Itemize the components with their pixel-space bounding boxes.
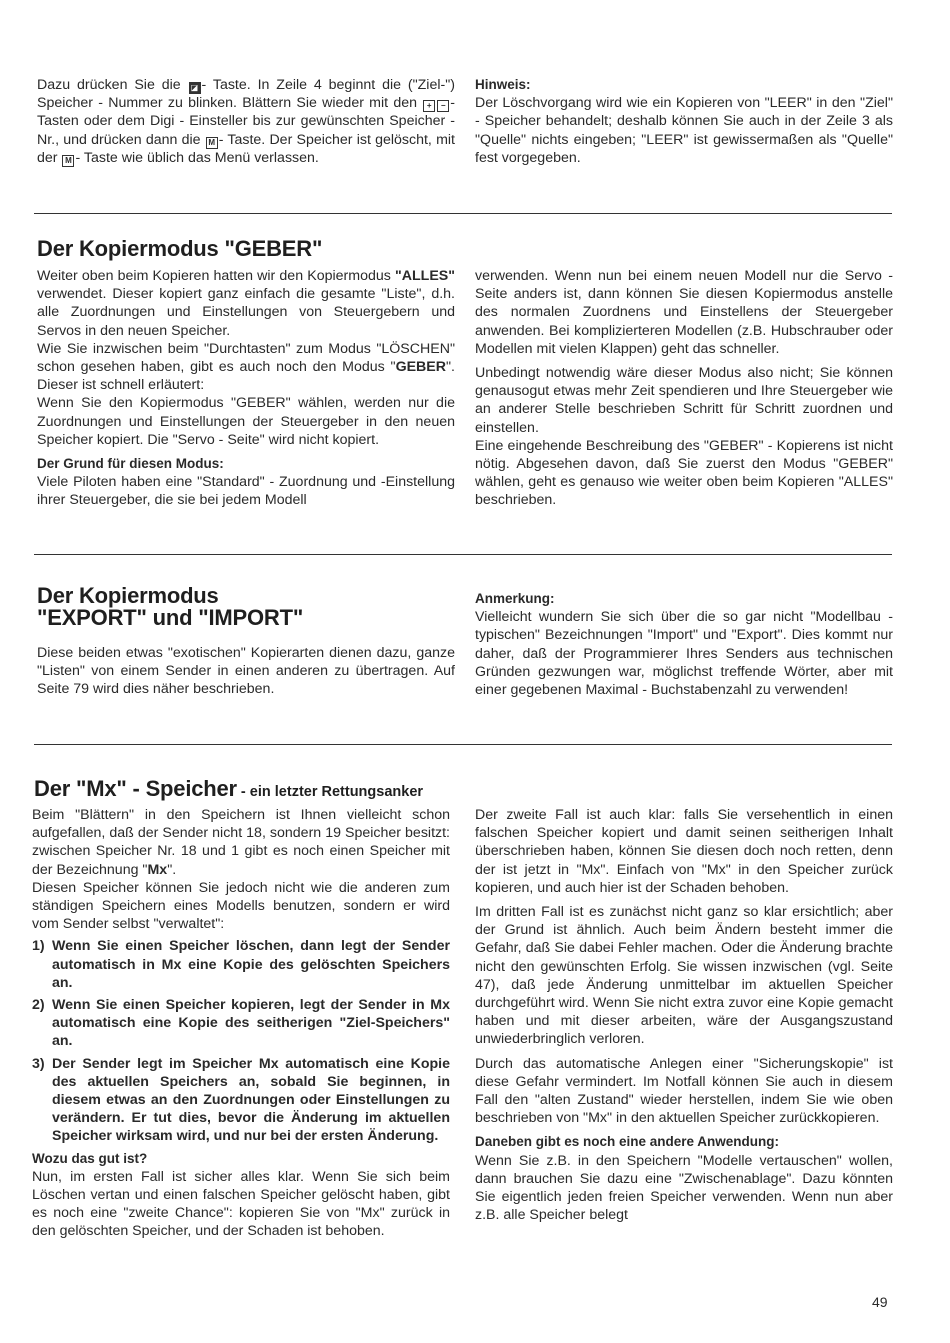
paragraph: verwenden. Wenn nun bei einem neuen Modell nur die Servo - Seite anders ist, dann können Sie diesen Kopiermodus anstelle des normalen Zuordnens und Einstellens der Steuergeber anwenden. Bei komplizierteren Modellen (z.B. Hubschrauber oder Modellen mit vielen Klappen) geht das schneller. — [475, 268, 893, 357]
paragraph: Durch das automatische Anlegen einer "Sicherungskopie" ist diese Gefahr vermindert. Im Notfall können Sie auch in diesem Fall den "alten Zustand" wieder herstellen, indem Sie wie oben beschrieben von "Mx" in den aktuellen Speicher zurückkopieren. — [475, 1055, 893, 1127]
paragraph: Diese beiden etwas "exotischen" Kopierarten dienen dazu, ganze "Listen" von einem Sender in einen anderen zu übertragen. Auf Seite 79 wird dies näher beschrieben. — [37, 645, 455, 698]
paragraph: Unbedingt notwendig wäre dieser Modus also nicht; Sie können genausogut etwas mehr Zeit spendieren und Ihre Steuergeber wie an anderer Stelle beschrieben Schritt für Schritt zuordnen und einstellen. — [475, 365, 893, 436]
section1-left-column — [37, 76, 455, 167]
paragraph: Der zweite Fall ist auch klar: falls Sie versehentlich in einen falschen Speicher kopiert und damit seinen seitherigen Inhalt überschrieben haben, können Sie diesen doch noch retten, denn der ist jetzt in "Mx". Einfach von "Mx" in den Speicher zurück kopieren, und auch hier ist der Schaden behoben. — [475, 807, 893, 896]
section4-right-column — [475, 806, 893, 1224]
paragraph: Beim "Blättern" in den Speichern ist Ihnen vielleicht schon aufgefallen, daß der Sender nicht 18, sondern 19 Speicher besitzt: zwischen Speicher Nr. 18 und 1 gibt es noch einen Speicher mit der Bezeichnung "Mx". — [32, 807, 450, 878]
paragraph: Wenn Sie den Kopiermodus "GEBER" wählen, werden nur die Zuordnungen und Einstellungen der Steuergeber in den neuen Speicher kopiert. Die "Servo - Seite" wird nicht kopiert. — [37, 395, 455, 448]
divider — [34, 213, 892, 214]
paragraph: Diesen Speicher können Sie jedoch nicht wie die anderen zum ständigen Speichern eines Modells benutzen, sondern er wird vom Sender selbst "verwaltet": — [32, 879, 450, 933]
divider — [34, 744, 892, 745]
section4-left-column — [32, 806, 450, 1241]
plus-key-icon: + — [423, 100, 435, 112]
subtitle: Der Grund für diesen Modus: — [37, 456, 224, 472]
paragraph: Nun, im ersten Fall ist sicher alles klar. Wenn Sie sich beim Löschen vertan und einen falschen Speicher gelöscht haben, gibt es noch eine "zweite Chance": kopieren Sie von "Mx" zurück in den gelöschten Speicher, und der Schaden ist behoben. — [32, 1168, 450, 1240]
paragraph: Im dritten Fall ist es zunächst nicht ganz so klar ersichtlich; aber der Grund ist ähnlich. Auch beim Ändern besteht immer die Gefahr, daß Sie dabei Fehler machen. Oder die Änderung brachte nicht den gewünschten Erfolg. Sie wissen inzwischen (vgl. Seite 47), daß jede Änderung unmittelbar im aktuellen Speicher durchgeführt wird. Wenn Sie nicht extra zuvor eine Kopie gemacht haben und mit dieser arbeiten, wäre der Ausgangszustand unwiederbringlich verloren. — [475, 904, 893, 1048]
annotation-title: Anmerkung: — [475, 591, 555, 606]
subtitle: Wozu das gut ist? — [32, 1150, 148, 1166]
section2-heading: Der Kopiermodus "GEBER" — [37, 236, 323, 261]
paragraph: Weiter oben beim Kopieren hatten wir den Kopiermodus "ALLES" verwendet. Dieser kopiert ganz einfach die gesamte "Liste", d.h. alle Zuordnungen und Einstellungen von Steuergebern und Servos in den neuen Speicher. — [37, 268, 455, 339]
list-item: 2) Wenn Sie einen Speicher kopieren, legt der Sender in Mx automatisch eine Kopie des seitherigen "Ziel-Speichers" an. — [32, 997, 450, 1050]
paragraph: Wenn Sie z.B. in den Speichern "Modelle vertauschen" wollen, dann brauchen Sie dazu eine "Zwischenablage". Dazu könnten Sie eigentlich jeden freien Speicher verwenden. Wenn nun aber z.B. alle Speicher belegt — [475, 1152, 893, 1224]
menu-key-icon: ◪ — [189, 82, 201, 94]
annotation-text: Vielleicht wundern Sie sich über die so gar nicht "Modellbau - typischen" Bezeichnungen "Import" und "Export". Dies kommt nur daher, daß der Programmierer Ihres Senders aus technischen Gründen gezwungen war, möglichst treffende Wörter, aber mit einer gegebenen Maximal - Buchstabenzahl zu verwenden! — [475, 609, 893, 699]
numbered-list — [32, 937, 450, 1145]
page-number: 49 — [872, 1294, 888, 1310]
minus-key-icon: − — [437, 100, 449, 112]
hint-title: Hinweis: — [475, 77, 531, 92]
paragraph: Wie Sie inzwischen beim "Durchtasten" zum Modus "LÖSCHEN" schon gesehen haben, gibt es auch noch den Modus "GEBER". Dieser ist schnell erläutert: — [37, 340, 455, 394]
section2-right-column — [475, 267, 893, 510]
section3-right-column — [475, 590, 893, 699]
divider — [34, 554, 892, 555]
section2-left-column — [37, 267, 455, 510]
section1-right-column — [475, 76, 893, 167]
m-key-icon: M — [62, 155, 74, 167]
subtitle: Daneben gibt es noch eine andere Anwendung: — [475, 1134, 780, 1150]
section4-heading: Der "Mx" - Speicher - ein letzter Rettungsanker — [34, 776, 424, 801]
section3-heading: Der Kopiermodus "EXPORT" und "IMPORT" — [37, 583, 304, 630]
m-key-icon: M — [206, 137, 218, 149]
section3-left-column — [37, 644, 455, 699]
list-item: 3) Der Sender legt im Speicher Mx automatisch eine Kopie des aktuellen Speichers an, sobald Sie beginnen, in diesem etwas an den Zuordnungen oder Einstellungen zu verändern. Er tut dies, bevor die Änderung im aktuellen Speicher wirksam wird, und nur bei der ersten Änderung. — [32, 1055, 450, 1145]
paragraph: Viele Piloten haben eine "Standard" - Zuordnung und -Einstellung ihrer Steuergeber, die sie bei jedem Modell — [37, 474, 455, 509]
paragraph: Eine eingehende Beschreibung des "GEBER" - Kopierens ist nicht nötig. Abgesehen davon, daß Sie zuerst den Modus "GEBER" wählen, geht es genauso wie weiter oben beim Kopieren "ALLES" beschrieben. — [475, 437, 893, 509]
list-item: 1) Wenn Sie einen Speicher löschen, dann legt der Sender automatisch in Mx eine Kopie des gelöschten Speichers an. — [32, 938, 450, 991]
section1-left-paragraph: Dazu drücken Sie die ◪ - Taste. In Zeile 4 beginnt die ("Ziel-") Speicher - Nummer zu blinken. Blättern Sie wieder mit den + − - Tasten oder dem Digi - Einsteller bis zur gewünschten Speicher - Nr., und drücken dann die M - Taste. Der Speicher ist gelöscht, mit der M - Taste wie üblich das Menü verlassen. — [37, 77, 455, 166]
hint-text: Der Löschvorgang wird wie ein Kopieren von "LEER" in den "Ziel" - Speicher behandelt; deshalb können Sie auch in der Zeile 3 als "Quelle" nichts eingeben; "LEER" ist gewissermaßen als "Quelle" fest vorgegeben. — [475, 95, 893, 166]
